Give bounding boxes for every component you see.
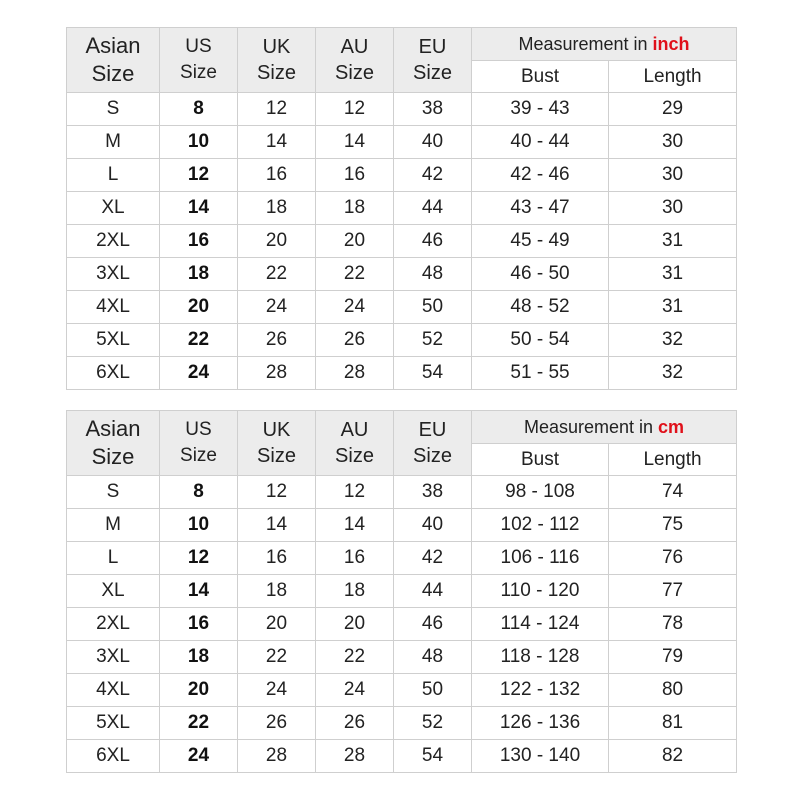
bust-cell: 48 - 52	[472, 291, 609, 324]
us-size-cell: 14	[160, 575, 238, 608]
uk-size-cell: 22	[238, 641, 316, 674]
uk-size-cell: 28	[238, 740, 316, 773]
bust-cell: 118 - 128	[472, 641, 609, 674]
eu-size-cell: 48	[394, 258, 472, 291]
bust-cell: 51 - 55	[472, 357, 609, 390]
asian-size-cell: 6XL	[67, 740, 160, 773]
length-cell: 30	[609, 159, 737, 192]
bust-cell: 106 - 116	[472, 542, 609, 575]
asian-size-cell: 6XL	[67, 357, 160, 390]
uk-size-cell: 14	[238, 126, 316, 159]
us-size-cell: 22	[160, 707, 238, 740]
asian-size-cell: 5XL	[67, 324, 160, 357]
uk-size-cell: 26	[238, 707, 316, 740]
header-eu-size: EU Size	[394, 411, 472, 476]
asian-size-cell: 4XL	[67, 291, 160, 324]
us-size-cell: 16	[160, 225, 238, 258]
table-row	[67, 258, 737, 291]
bust-cell: 102 - 112	[472, 509, 609, 542]
header-length: Length	[609, 444, 737, 476]
length-cell: 81	[609, 707, 737, 740]
length-cell: 77	[609, 575, 737, 608]
table-row	[67, 159, 737, 192]
bust-cell: 45 - 49	[472, 225, 609, 258]
uk-size-cell: 20	[238, 225, 316, 258]
length-cell: 74	[609, 476, 737, 509]
au-size-cell: 22	[316, 641, 394, 674]
eu-size-cell: 52	[394, 324, 472, 357]
length-cell: 31	[609, 258, 737, 291]
uk-size-cell: 16	[238, 159, 316, 192]
table-row	[67, 707, 737, 740]
au-size-cell: 14	[316, 509, 394, 542]
bust-cell: 40 - 44	[472, 126, 609, 159]
us-size-cell: 24	[160, 357, 238, 390]
us-size-cell: 18	[160, 258, 238, 291]
uk-size-cell: 24	[238, 674, 316, 707]
eu-size-cell: 40	[394, 126, 472, 159]
header-measurement	[472, 28, 737, 61]
au-size-cell: 18	[316, 192, 394, 225]
eu-size-cell: 50	[394, 291, 472, 324]
header-uk-size: UK Size	[238, 411, 316, 476]
au-size-cell: 24	[316, 291, 394, 324]
size-chart-inch-table	[66, 27, 737, 390]
au-size-cell: 24	[316, 674, 394, 707]
eu-size-cell: 46	[394, 225, 472, 258]
au-size-cell: 28	[316, 357, 394, 390]
us-size-cell: 16	[160, 608, 238, 641]
au-size-cell: 20	[316, 225, 394, 258]
table-row	[67, 357, 737, 390]
table-body	[67, 476, 737, 773]
length-cell: 30	[609, 192, 737, 225]
eu-size-cell: 38	[394, 93, 472, 126]
uk-size-cell: 18	[238, 575, 316, 608]
eu-size-cell: 44	[394, 192, 472, 225]
bust-cell: 98 - 108	[472, 476, 609, 509]
au-size-cell: 26	[316, 324, 394, 357]
table-row	[67, 575, 737, 608]
asian-size-cell: 2XL	[67, 608, 160, 641]
table-row	[67, 509, 737, 542]
header-asian-size: Asian Size	[67, 411, 160, 476]
eu-size-cell: 40	[394, 509, 472, 542]
measurement-label: Measurement in	[518, 33, 653, 54]
header-measurement	[472, 411, 737, 444]
uk-size-cell: 14	[238, 509, 316, 542]
au-size-cell: 22	[316, 258, 394, 291]
eu-size-cell: 48	[394, 641, 472, 674]
us-size-cell: 12	[160, 159, 238, 192]
table-row	[67, 192, 737, 225]
bust-cell: 42 - 46	[472, 159, 609, 192]
eu-size-cell: 42	[394, 542, 472, 575]
header-uk-size: UK Size	[238, 28, 316, 93]
header-eu-size: EU Size	[394, 28, 472, 93]
table-row	[67, 674, 737, 707]
us-size-cell: 22	[160, 324, 238, 357]
bust-cell: 122 - 132	[472, 674, 609, 707]
length-cell: 79	[609, 641, 737, 674]
asian-size-cell: 2XL	[67, 225, 160, 258]
asian-size-cell: S	[67, 93, 160, 126]
table-row	[67, 476, 737, 509]
eu-size-cell: 42	[394, 159, 472, 192]
header-asian-size: Asian Size	[67, 28, 160, 93]
bust-cell: 43 - 47	[472, 192, 609, 225]
length-cell: 76	[609, 542, 737, 575]
length-cell: 32	[609, 357, 737, 390]
length-cell: 80	[609, 674, 737, 707]
length-cell: 29	[609, 93, 737, 126]
bust-cell: 50 - 54	[472, 324, 609, 357]
asian-size-cell: 3XL	[67, 641, 160, 674]
length-cell: 78	[609, 608, 737, 641]
asian-size-cell: S	[67, 476, 160, 509]
asian-size-cell: 3XL	[67, 258, 160, 291]
us-size-cell: 20	[160, 674, 238, 707]
table-row	[67, 608, 737, 641]
table-row	[67, 324, 737, 357]
measurement-unit: cm	[658, 416, 685, 437]
header-us-size: US Size	[160, 411, 238, 476]
bust-cell: 114 - 124	[472, 608, 609, 641]
table-row	[67, 740, 737, 773]
measurement-label: Measurement in	[523, 416, 659, 437]
au-size-cell: 12	[316, 476, 394, 509]
bust-cell: 130 - 140	[472, 740, 609, 773]
asian-size-cell: 5XL	[67, 707, 160, 740]
measurement-unit: inch	[652, 33, 690, 54]
eu-size-cell: 44	[394, 575, 472, 608]
table-row	[67, 126, 737, 159]
us-size-cell: 12	[160, 542, 238, 575]
eu-size-cell: 50	[394, 674, 472, 707]
us-size-cell: 8	[160, 93, 238, 126]
us-size-cell: 14	[160, 192, 238, 225]
uk-size-cell: 12	[238, 476, 316, 509]
eu-size-cell: 52	[394, 707, 472, 740]
au-size-cell: 14	[316, 126, 394, 159]
uk-size-cell: 16	[238, 542, 316, 575]
au-size-cell: 18	[316, 575, 394, 608]
header-bust: Bust	[472, 61, 609, 93]
us-size-cell: 10	[160, 509, 238, 542]
bust-cell: 46 - 50	[472, 258, 609, 291]
eu-size-cell: 54	[394, 740, 472, 773]
header-au-size: AU Size	[316, 411, 394, 476]
length-cell: 32	[609, 324, 737, 357]
header-bust: Bust	[472, 444, 609, 476]
asian-size-cell: 4XL	[67, 674, 160, 707]
eu-size-cell: 38	[394, 476, 472, 509]
table-row	[67, 93, 737, 126]
uk-size-cell: 12	[238, 93, 316, 126]
au-size-cell: 16	[316, 542, 394, 575]
table-row	[67, 542, 737, 575]
asian-size-cell: L	[67, 159, 160, 192]
table-row	[67, 641, 737, 674]
uk-size-cell: 24	[238, 291, 316, 324]
table-body	[67, 93, 737, 390]
header-us-size: US Size	[160, 28, 238, 93]
au-size-cell: 28	[316, 740, 394, 773]
length-cell: 82	[609, 740, 737, 773]
asian-size-cell: M	[67, 126, 160, 159]
length-cell: 31	[609, 225, 737, 258]
length-cell: 31	[609, 291, 737, 324]
eu-size-cell: 46	[394, 608, 472, 641]
us-size-cell: 8	[160, 476, 238, 509]
bust-cell: 126 - 136	[472, 707, 609, 740]
au-size-cell: 16	[316, 159, 394, 192]
uk-size-cell: 28	[238, 357, 316, 390]
us-size-cell: 10	[160, 126, 238, 159]
bust-cell: 110 - 120	[472, 575, 609, 608]
asian-size-cell: M	[67, 509, 160, 542]
size-chart-cm-table	[66, 410, 737, 773]
table-row	[67, 291, 737, 324]
eu-size-cell: 54	[394, 357, 472, 390]
length-cell: 30	[609, 126, 737, 159]
table-row	[67, 225, 737, 258]
us-size-cell: 20	[160, 291, 238, 324]
au-size-cell: 20	[316, 608, 394, 641]
au-size-cell: 26	[316, 707, 394, 740]
uk-size-cell: 18	[238, 192, 316, 225]
au-size-cell: 12	[316, 93, 394, 126]
header-au-size: AU Size	[316, 28, 394, 93]
asian-size-cell: XL	[67, 575, 160, 608]
uk-size-cell: 20	[238, 608, 316, 641]
length-cell: 75	[609, 509, 737, 542]
uk-size-cell: 22	[238, 258, 316, 291]
asian-size-cell: XL	[67, 192, 160, 225]
us-size-cell: 18	[160, 641, 238, 674]
asian-size-cell: L	[67, 542, 160, 575]
bust-cell: 39 - 43	[472, 93, 609, 126]
header-length: Length	[609, 61, 737, 93]
uk-size-cell: 26	[238, 324, 316, 357]
us-size-cell: 24	[160, 740, 238, 773]
